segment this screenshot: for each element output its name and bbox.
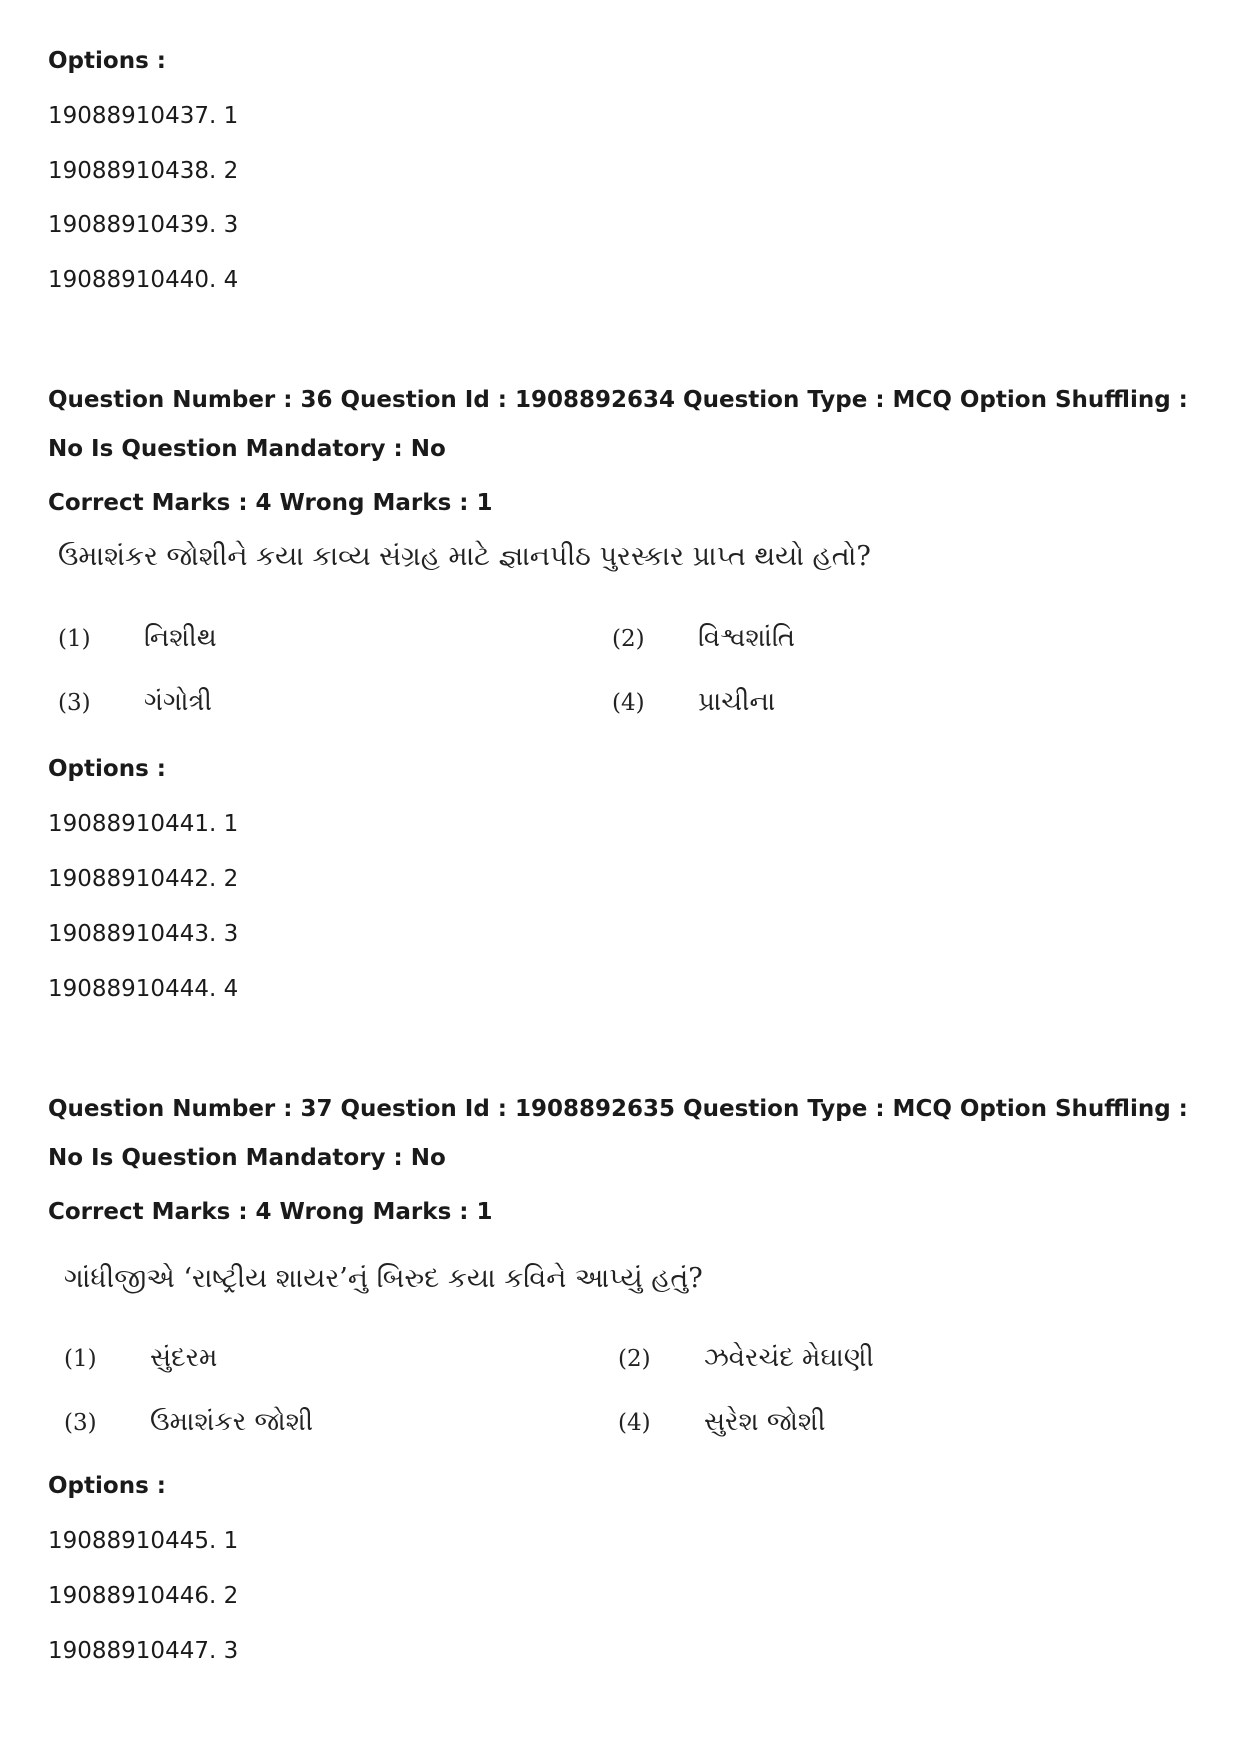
choice-3	[64, 1404, 313, 1441]
choice-number: (2)	[612, 626, 645, 652]
choice-1	[64, 1340, 217, 1377]
choice-1	[58, 620, 217, 657]
question-header-36: Question Number : 36 Question Id : 1908892634 Question Type : MCQ Option Shuffling : No Is Question Mandatory : No	[48, 387, 1188, 462]
option-line: 19088910439. 3	[48, 212, 239, 238]
option-line: 19088910442. 2	[48, 866, 239, 892]
choice-text: ગંગોત્રી	[144, 687, 212, 717]
choice-text: સુરેશ જોશી	[704, 1407, 826, 1437]
marks-line-37: Correct Marks : 4 Wrong Marks : 1	[48, 1199, 493, 1225]
marks-line-36: Correct Marks : 4 Wrong Marks : 1	[48, 490, 493, 516]
option-line: 19088910438. 2	[48, 158, 239, 184]
options-label: Options :	[48, 48, 166, 74]
option-line: 19088910441. 1	[48, 811, 239, 837]
choice-3	[58, 684, 212, 721]
choice-number: (3)	[58, 690, 91, 716]
choice-2	[618, 1340, 874, 1377]
choice-number: (3)	[64, 1410, 97, 1436]
choice-text: ઝવેરચંદ મેઘાણી	[704, 1343, 874, 1373]
choice-number: (1)	[64, 1346, 97, 1372]
choice-2	[612, 620, 795, 657]
choice-text: વિશ્વશાંતિ	[698, 623, 795, 653]
question-text-36: ઉમાશંકર જોશીને કયા કાવ્ય સંગ્રહ માટે જ્ઞાનપીઠ પુરસ્કાર પ્રાપ્ત થયો હતો?	[58, 541, 871, 572]
choice-4	[618, 1404, 825, 1441]
choice-4	[612, 684, 775, 721]
option-line: 19088910447. 3	[48, 1638, 239, 1664]
choice-text: ઉમાશંકર જોશી	[150, 1407, 314, 1437]
choice-number: (2)	[618, 1346, 651, 1372]
choice-number: (1)	[58, 626, 91, 652]
option-line: 19088910443. 3	[48, 921, 239, 947]
question-text-37: ગાંધીજીએ ‘રાષ્ટ્રીય શાયર’નું બિરુદ કયા કવિને આપ્યું હતું?	[64, 1263, 703, 1294]
choice-number: (4)	[612, 690, 645, 716]
question-header-37: Question Number : 37 Question Id : 1908892635 Question Type : MCQ Option Shuffling : No Is Question Mandatory : No	[48, 1096, 1188, 1171]
option-line: 19088910444. 4	[48, 976, 239, 1002]
options-label: Options :	[48, 1473, 166, 1499]
option-line: 19088910440. 4	[48, 267, 239, 293]
choice-text: સુંદરમ	[150, 1343, 218, 1373]
choice-text: નિશીથ	[144, 623, 217, 653]
option-line: 19088910437. 1	[48, 103, 239, 129]
option-line: 19088910445. 1	[48, 1528, 239, 1554]
option-line: 19088910446. 2	[48, 1583, 239, 1609]
options-label: Options :	[48, 756, 166, 782]
choice-number: (4)	[618, 1410, 651, 1436]
choice-text: પ્રાચીના	[698, 687, 776, 717]
